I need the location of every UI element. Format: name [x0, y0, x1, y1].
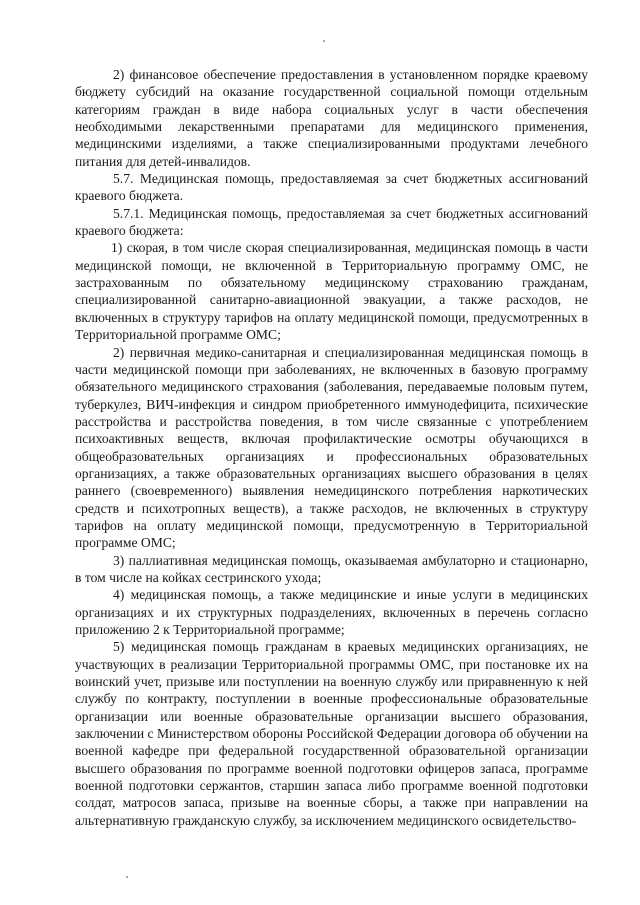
- paragraph-item-5: 5) медицинская помощь гражданам в краевых медицинских организациях, не участвующих в реализации Территориальной программы ОМС, при постановке их на воинский учет, призыве или поступлении на военную службу или приравненную к ней службу по контракту, поступлении в военные профессиональные образовательные организации или военные образовательные организации высшего образования, заключении с Министерством обороны Российской Федерации договора об обучении на военной кафедре при федеральной государственной образовательной организации высшего образования по программе военной подготовки офицеров запаса, программе военной подготовки сержантов, старшин запаса либо программе военной подготовки солдат, матросов запаса, призыве на военные сборы, а также при направлении на альтернативную гражданскую службу, за исключением медицинского освидетельство-: [75, 639, 589, 828]
- paragraph-item-3: 3) паллиативная медицинская помощь, оказываемая амбулаторно и стационарно, в том числе на койках сестринского ухода;: [75, 552, 588, 585]
- document-body: [75, 66, 588, 829]
- paragraph-financing: 2) финансовое обеспечение предоставления в установленном порядке краевому бюджету субсидий на оказание государственной социальной помощи отдельным категориям граждан в виде набора социальных услуг в части обеспечения необходимыми лекарственными препаратами для медицинского применения, медицинскими изделиями, а также специализированными продуктами лечебного питания для детей-инвалидов.: [75, 67, 588, 169]
- scan-speck-bottom: [126, 876, 128, 878]
- paragraph-section-5-7: 5.7. Медицинская помощь, предоставляемая за счет бюджетных ассигнований краевого бюджета.: [75, 171, 588, 204]
- paragraph-section-5-7-1: 5.7.1. Медицинская помощь, предоставляемая за счет бюджетных ассигнований краевого бюджета:: [75, 205, 588, 239]
- paragraph-item-2: 2) первичная медико-санитарная и специализированная медицинская помощь в части медицинской помощи при заболеваниях, не включенных в базовую программу обязательного медицинского страхования (заболевания, передаваемые половым путем, туберкулез, ВИЧ-инфекция и синдром приобретенного иммунодефицита, психические расстройства и расстройства поведения, в том числе связанные с употреблением психоактивных веществ, включая профилактические осмотры обучающихся в общеобразовательных организациях и профессиональных образовательных организациях, а также образовательных организациях высшего образования в целях раннего (своевременного) выявления немедицинского потребления наркотических средств и психотропных веществ), а также расходов, не включенных в структуру тарифов на оплату медицинской помощи, предусмотренную в Территориальной программе ОМС;: [75, 344, 588, 551]
- scan-speck-top: [323, 40, 325, 42]
- paragraph-item-1: 1) скорая, в том числе скорая специализированная, медицинская помощь в части медицинской помощи, не включенной в Территориальную программу ОМС, не застрахованным по обязательному медицинскому страхованию гражданам, специализированной санитарно-авиационной эвакуации, а также расходов, не включенных в структуру тарифов на оплату медицинской помощи, предусмотренных в Территориальной программе ОМС;: [75, 240, 588, 343]
- paragraph-item-4: 4) медицинская помощь, а также медицинские и иные услуги в медицинских организациях и их структурных подразделениях, включенных в перечень согласно приложению 2 к Территориальной программе;: [75, 587, 588, 637]
